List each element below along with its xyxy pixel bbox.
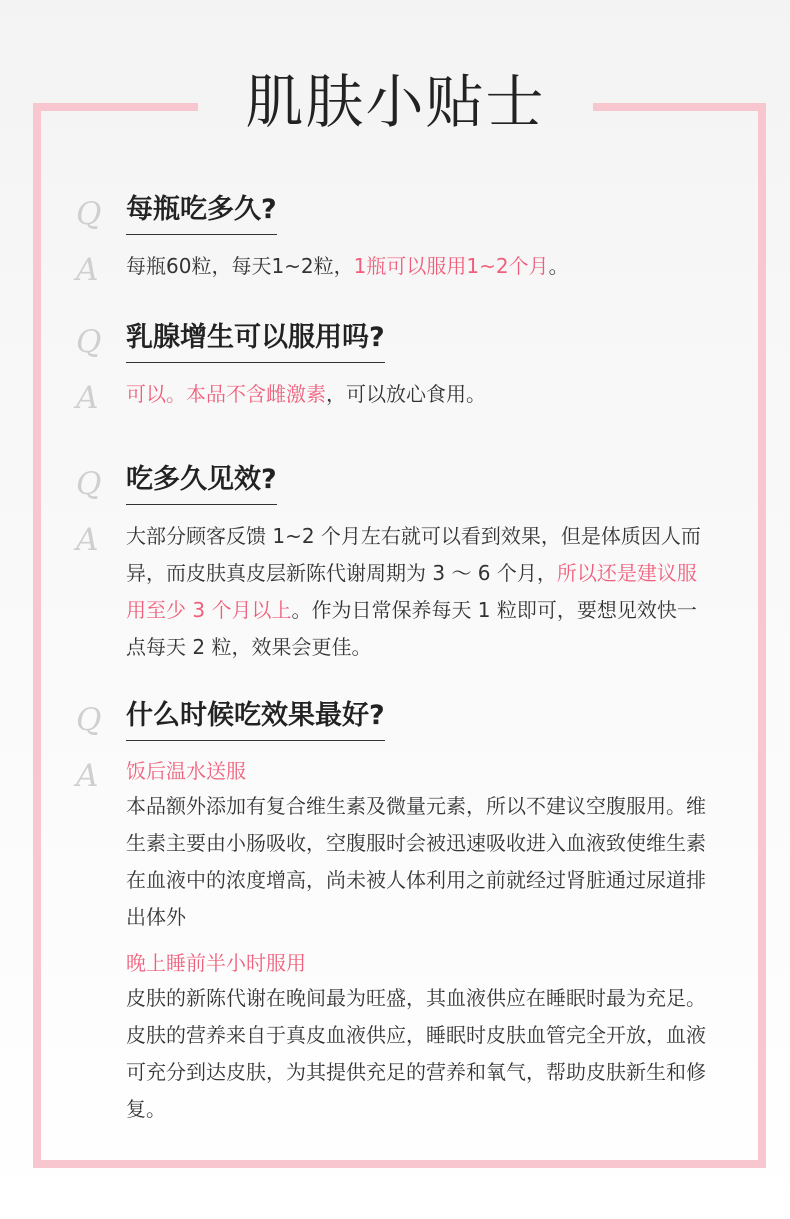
answer-2-text: ，可以放心食用。 bbox=[326, 382, 486, 406]
answer-1 bbox=[126, 248, 706, 285]
answer-2 bbox=[126, 376, 706, 413]
q-letter: Q bbox=[76, 702, 102, 738]
q-letter: Q bbox=[76, 196, 102, 232]
answer-3 bbox=[126, 518, 706, 666]
question-3: 吃多久见效? bbox=[126, 462, 277, 505]
a-letter: A bbox=[76, 380, 99, 416]
a-letter: A bbox=[76, 758, 99, 794]
answer-1-highlight: 1瓶可以服用1~2个月 bbox=[353, 254, 549, 278]
answer-1-text: 每瓶60粒，每天1~2粒， bbox=[126, 254, 354, 278]
answer-4-paragraph-1: 本品额外添加有复合维生素及微量元素，所以不建议空腹服用。维生素主要由小肠吸收，空腹服时会被迅速吸收进入血液致使维生素在血液中的浓度增高，尚未被人体利用之前就经过肾脏通过尿道排出体外 bbox=[126, 794, 706, 929]
answer-3-text-end: 。作为日常保养每天 1 粒即可，要想见效快一点每天 2 粒，效果会更佳。 bbox=[126, 598, 697, 659]
a-letter: A bbox=[76, 252, 99, 288]
a-letter: A bbox=[76, 522, 99, 558]
page-title: 肌肤小贴士 bbox=[245, 68, 546, 136]
answer-1-text-end: 。 bbox=[548, 254, 569, 278]
answer-2-highlight: 可以。本品不含雌激素 bbox=[126, 382, 326, 406]
answer-4-subtitle-2: 晚上睡前半小时服用 bbox=[126, 951, 306, 975]
q-letter: Q bbox=[76, 324, 102, 360]
question-4: 什么时候吃效果最好? bbox=[126, 698, 385, 741]
question-2: 乳腺增生可以服用吗? bbox=[126, 320, 385, 363]
answer-4 bbox=[126, 754, 706, 1128]
answer-3-highlight: 所以还是建议服用至少 3 个月以上 bbox=[126, 561, 697, 622]
answer-4-subtitle-1: 饭后温水送服 bbox=[126, 759, 246, 783]
q-letter: Q bbox=[76, 466, 102, 502]
answer-3-text: 大部分顾客反馈 1~2 个月左右就可以看到效果，但是体质因人而异，而皮肤真皮层新陈代谢周期为 3 ～ 6 个月， bbox=[126, 524, 701, 585]
question-1: 每瓶吃多久? bbox=[126, 192, 277, 235]
answer-4-paragraph-2: 皮肤的新陈代谢在晚间最为旺盛，其血液供应在睡眠时最为充足。皮肤的营养来自于真皮血液供应，睡眠时皮肤血管完全开放，血液可充分到达皮肤，为其提供充足的营养和氧气，帮助皮肤新生和修复。 bbox=[126, 986, 706, 1121]
